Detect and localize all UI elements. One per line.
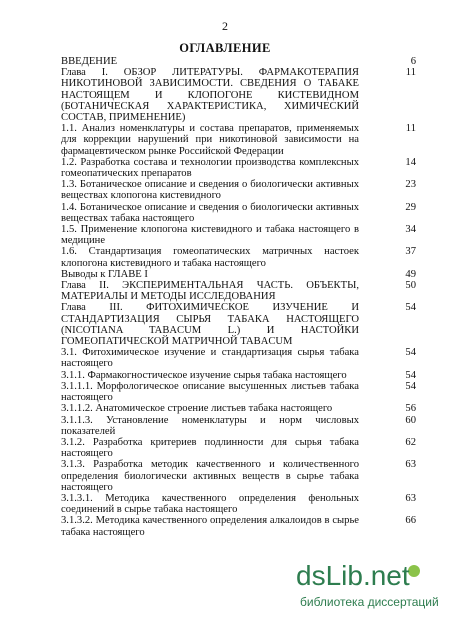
toc-entry-page: 63	[405, 459, 416, 471]
toc-entry	[61, 202, 416, 224]
watermark-logo: dsLib.net	[296, 560, 410, 591]
toc-entry-text: Глава II. ЭКСПЕРИМЕНТАЛЬНАЯ ЧАСТЬ. ОБЪЕКТЫ, МАТЕРИАЛЫ И МЕТОДЫ ИССЛЕДОВАНИЯ	[61, 280, 359, 303]
toc-entry	[61, 123, 416, 157]
toc-entry-page: 49	[405, 268, 416, 280]
toc-entry	[61, 459, 416, 493]
toc-entry-text: 3.1.3.2. Методика качественного определения алкалоидов в сырье табака настоящего	[61, 515, 359, 538]
toc-entry-page: 54	[405, 347, 416, 359]
watermark	[296, 560, 446, 612]
toc-entry	[61, 280, 416, 302]
toc-entry-text: 1.3. Ботаническое описание и сведения о биологически активных веществах клопогона кистевидного	[61, 179, 359, 202]
toc-entry-text: 3.1.1.1. Морфологическое описание высушенных листьев табака настоящего	[61, 380, 359, 404]
toc-entry-text: 1.4. Ботаническое описание и сведения о биологически активных веществах табака настоящего	[61, 201, 359, 224]
toc-entry-page: 54	[405, 369, 416, 381]
toc-entry-page: 66	[405, 515, 416, 527]
toc-entry	[61, 347, 416, 369]
toc-entry-text: 1.2. Разработка состава и технологии производства комплексных гомеопатических препаратов	[61, 156, 359, 180]
toc-entry-page: 62	[405, 436, 416, 448]
toc-entry	[61, 246, 416, 268]
toc-entry	[61, 269, 416, 280]
toc-entry	[61, 157, 416, 179]
toc-entry-text: 3.1.1.2. Анатомическое строение листьев табака настоящего	[61, 403, 333, 415]
toc-entry-text: Глава III. ФИТОХИМИЧЕСКОЕ ИЗУЧЕНИЕ И СТАНДАРТИЗАЦИЯ СЫРЬЯ ТАБАКА НАСТОЯЩЕГО (NICOTIANA TABACUM L.) И НАСТОЙКИ ГОМЕОПАТИЧЕСКОЙ МАТРИЧНОЙ TABACUM	[61, 302, 359, 348]
toc-entry-page: 56	[405, 403, 416, 415]
table-of-contents	[61, 56, 416, 538]
toc-entry-page: 29	[405, 201, 416, 213]
toc-entry	[61, 370, 416, 381]
toc-entry-page: 34	[405, 224, 416, 236]
toc-heading: ОГЛАВЛЕНИЕ	[179, 41, 271, 55]
toc-entry-text: 3.1.3.1. Методика качественного определения фенольных соединений в сырье табака настоящего	[61, 492, 359, 516]
toc-entry-page: 37	[405, 246, 416, 258]
toc-entry	[61, 515, 416, 537]
toc-entry-page: 60	[405, 414, 416, 426]
toc-entry-page: 6	[410, 56, 416, 67]
toc-entry	[61, 302, 416, 347]
toc-entry	[61, 224, 416, 246]
toc-entry-page: 11	[405, 67, 416, 79]
toc-entry	[61, 437, 416, 459]
toc-entry	[61, 415, 416, 437]
toc-entry-text: Выводы к ГЛАВЕ I	[61, 268, 148, 280]
toc-entry-text: Глава I. ОБЗОР ЛИТЕРАТУРЫ. ФАРМАКОТЕРАПИЯ НИКОТИНОВОЙ ЗАВИСИМОСТИ. СВЕДЕНИЯ О ТАБАКЕ НАСТОЯЩЕМ И КЛОПОГОНЕ КИСТЕВИДНОМ (БОТАНИЧЕСКАЯ ХАРАКТЕРИСТИКА, ХИМИЧЕСКИЙ СОСТАВ, ПРИМЕНЕНИЕ)	[61, 67, 359, 124]
watermark-subtitle: библиотека диссертаций	[300, 595, 439, 609]
toc-entry-page: 54	[405, 380, 416, 392]
toc-entry	[61, 179, 416, 201]
toc-entry	[61, 56, 416, 67]
toc-entry-page: 50	[405, 280, 416, 292]
page-number: 2	[222, 19, 228, 33]
toc-entry-text: 1.1. Анализ номенклатуры и состава препаратов, применяемых для коррекции нарушений при никотиновой зависимости на фармацевтическом рынке Российской Федерации	[61, 123, 359, 157]
toc-entry-text: 3.1.3. Разработка методик качественного и количественного определения биологически активных веществ в сырье табака настоящего	[61, 459, 359, 493]
toc-entry-text: ВВЕДЕНИЕ	[61, 56, 118, 67]
toc-entry-page: 23	[405, 179, 416, 191]
toc-entry-text: 3.1. Фитохимическое изучение и стандартизация сырья табака настоящего	[61, 347, 359, 370]
toc-entry-text: 1.6. Стандартизация гомеопатических матричных настоек клопогона кистевидного и табака настоящего	[61, 246, 359, 269]
toc-entry	[61, 67, 416, 123]
toc-entry-page: 11	[405, 123, 416, 135]
toc-entry-page: 63	[405, 492, 416, 504]
toc-entry	[61, 493, 416, 515]
toc-entry-page: 54	[405, 302, 416, 314]
toc-entry-page: 14	[405, 156, 416, 168]
toc-entry-text: 3.1.1.3. Установление номенклатуры и норм числовых показателей	[61, 414, 359, 437]
toc-entry	[61, 381, 416, 403]
toc-entry-text: 3.1.2. Разработка критериев подлинности для сырья табака настоящего	[61, 436, 359, 460]
toc-entry-text: 1.5. Применение клопогона кистевидного и табака настоящего в медицине	[61, 224, 359, 247]
toc-entry-text: 3.1.1. Фармакогностическое изучение сырья табака настоящего	[61, 369, 347, 381]
toc-entry	[61, 403, 416, 414]
